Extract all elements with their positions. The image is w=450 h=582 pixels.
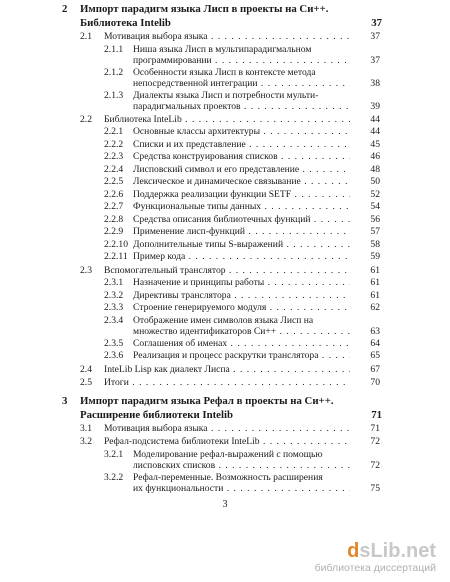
watermark-subtitle: библиотека диссертаций [314,562,436,574]
subsection-number: 2.2.10 [104,238,128,250]
page-ref: 61 [370,289,380,301]
section-title: Вспомогательный транслятор . . . [104,265,350,277]
toc-subsection-2-2-2[interactable] [0,139,450,151]
page-ref: 50 [370,176,380,187]
section-number: 2.4 [80,363,92,375]
toc-subsection-2-2-9[interactable] [0,226,450,238]
toc-chapter-3[interactable] [0,395,450,407]
subsection-number: 2.2.9 [104,226,124,237]
subsection-number: 2.3.4 [104,314,124,326]
chapter-title-line2: Библиотека Intelib [80,17,171,29]
chapter-title-line2: Расширение библиотеки Intelib [80,408,233,421]
chapter-title-line1: Импорт парадигм языка Рефал в проекты на Си++. [80,394,334,407]
subsection-title-line2: непосредственной интеграции . . . [133,78,350,90]
section-title: Мотивация выбора языка . . . [104,31,350,43]
toc-chapter-2-line2[interactable] [0,17,450,29]
toc-section-3-1[interactable] [0,423,450,435]
toc-section-3-2[interactable] [0,436,450,448]
page-ref: 71 [370,422,380,434]
section-number: 3.1 [80,422,92,434]
page-ref: 61 [370,264,380,276]
subsection-title: Директивы транслятора . . . [133,290,350,302]
toc-subsection-2-2-1[interactable] [0,126,450,138]
subsection-number: 2.1.1 [104,43,124,55]
section-number: 2.2 [80,113,92,125]
subsection-number: 2.3.1 [104,277,124,288]
page-ref: 63 [370,326,380,337]
toc-subsection-2-3-4[interactable] [0,315,450,327]
page-ref: 46 [370,151,380,162]
section-title: InteLib Lisp как диалект Лиспа . . . [104,364,350,376]
toc-subsection-2-3-3[interactable] [0,302,450,314]
page-ref: 37 [370,55,380,66]
toc-subsection-2-1-3-line2[interactable] [0,101,450,113]
subsection-number: 3.2.1 [104,448,124,460]
subsection-title: Назначение и принципы работы . . . [133,277,350,289]
page-ref: 52 [370,188,380,200]
toc-subsection-2-1-2[interactable] [0,67,450,79]
toc-subsection-2-3-1[interactable] [0,277,450,289]
page-ref: 37 [370,31,380,42]
subsection-number: 3.2.2 [104,471,124,483]
page-ref: 64 [370,337,380,349]
subsection-number: 2.2.4 [104,163,124,175]
chapter-number: 2 [62,3,68,15]
page-ref: 37 [371,17,382,29]
subsection-number: 2.2.5 [104,176,124,187]
subsection-number: 2.3.2 [104,289,124,301]
page-ref: 61 [370,277,380,288]
logo-text: sLib.net [359,540,436,562]
toc-chapter-2[interactable] [0,3,450,15]
subsection-title: Функциональные типы данных . . . [133,201,350,213]
subsection-title: Лисповский символ и его представление . . . [133,164,350,176]
toc-subsection-2-1-1[interactable] [0,44,450,56]
subsection-number: 2.1.2 [104,66,124,78]
page-ref: 72 [370,460,380,471]
subsection-number: 2.1.3 [104,89,124,101]
toc-subsection-2-2-11[interactable] [0,251,450,263]
page-ref: 44 [370,113,380,125]
subsection-number: 2.2.3 [104,151,124,162]
subsection-title-line2: множество идентификаторов Си++ . . . [133,326,350,338]
toc-subsection-2-1-3[interactable] [0,90,450,102]
toc-subsection-2-3-5[interactable] [0,338,450,350]
toc-section-2-1[interactable] [0,31,450,43]
toc-subsection-3-2-2-line2[interactable] [0,483,450,495]
subsection-title-line1: Особенности языка Лисп в контексте метода [133,66,316,78]
toc-subsection-3-2-2[interactable] [0,472,450,484]
subsection-title: Лексическое и динамическое связывание . . . [133,176,350,188]
toc-subsection-2-2-8[interactable] [0,214,450,226]
section-number: 2.3 [80,264,92,276]
subsection-title-line1: Диалекты языка Лисп и потребности мульти- [133,89,319,101]
subsection-title: Средства описания библиотечных функций . . . [133,214,350,226]
subsection-number: 2.3.5 [104,337,124,349]
section-number: 3.2 [80,436,92,447]
toc-subsection-2-2-6[interactable] [0,189,450,201]
page-ref: 39 [370,101,380,112]
subsection-number: 2.3.3 [104,302,124,313]
toc-subsection-2-3-2[interactable] [0,290,450,302]
toc-subsection-2-3-6[interactable] [0,350,450,362]
page-ref: 67 [370,363,380,375]
page-ref: 70 [370,377,380,388]
subsection-number: 2.2.8 [104,213,124,225]
subsection-title-line2: лисповских списков . . . [133,460,350,472]
toc-section-2-4[interactable] [0,364,450,376]
watermark-logo [315,540,436,574]
subsection-title: Средства конструирования списков . . . [133,151,350,163]
toc-subsection-2-1-2-line2[interactable] [0,78,450,90]
subsection-title-line2: программировании . . . [133,55,350,67]
page-number: 3 [222,498,228,510]
page-ref: 44 [370,126,380,137]
toc-subsection-2-1-1-line2[interactable] [0,55,450,67]
page-ref: 38 [370,78,380,89]
section-title: Библиотека InteLib . . . [104,114,350,126]
logo-d: d [347,540,360,562]
page-ref: 65 [370,350,380,361]
toc-subsection-2-3-4-line2[interactable] [0,326,450,338]
toc-subsection-2-2-5[interactable] [0,176,450,188]
page-ref: 45 [370,138,380,150]
subsection-title: Строение генерируемого модуля . . . [133,302,350,314]
page-ref: 58 [370,238,380,250]
dslib-logo [315,540,436,562]
subsection-number: 2.2.6 [104,188,124,200]
subsection-number: 2.3.6 [104,350,124,361]
toc-subsection-2-2-10[interactable] [0,239,450,251]
subsection-title: Применение лисп-функций . . . [133,226,350,238]
toc-subsection-2-2-3[interactable] [0,151,450,163]
page-ref: 59 [370,251,380,262]
subsection-title: Дополнительные типы S-выражений . . . [133,239,350,251]
chapter-title-line1: Импорт парадигм языка Лисп в проекты на Си++. [80,3,329,15]
page-ref: 72 [370,436,380,447]
page-ref: 48 [370,163,380,175]
subsection-title: Основные классы архитектуры . . . [133,126,350,138]
toc-subsection-2-2-4[interactable] [0,164,450,176]
subsection-number: 2.2.2 [104,138,124,150]
toc-subsection-2-2-7[interactable] [0,201,450,213]
section-number: 2.5 [80,377,92,388]
subsection-title-line1: Отображение имен символов языка Лисп на [133,314,314,326]
page-ref: 75 [370,483,380,494]
section-title: Рефал-подсистема библиотеки InteLib . . . [104,436,350,448]
subsection-number: 2.2.11 [104,251,128,262]
subsection-title: Списки и их представление . . . [133,139,350,151]
page-ref: 62 [370,302,380,313]
subsection-title-line1: Моделирование рефал-выражений с помощью [133,448,323,460]
toc-chapter-3-line2[interactable] [0,409,450,421]
subsection-title-line1: Ниша языка Лисп в мультипарадигмальном [133,43,312,55]
subsection-title: Поддержка реализации функции SETF . . . [133,189,350,201]
toc-subsection-3-2-1-line2[interactable] [0,460,450,472]
subsection-number: 2.2.7 [104,201,124,212]
page-ref: 71 [371,408,382,421]
subsection-title: Реализация и процесс раскрутки транслятора . . . [133,350,350,362]
subsection-title-line2: парадигмальных проектов . . . [133,101,350,113]
subsection-number: 2.2.1 [104,126,124,137]
page-ref: 57 [370,226,380,237]
page-ref: 56 [370,213,380,225]
page-ref: 54 [370,201,380,212]
toc-section-2-3[interactable] [0,265,450,277]
chapter-number: 3 [62,394,68,407]
subsection-title: Пример кода . . . [133,251,350,263]
section-title: Итоги . . . [104,377,350,389]
section-number: 2.1 [80,31,92,42]
subsection-title-line1: Рефал-переменные. Возможность расширения [133,471,323,483]
subsection-title: Соглашения об именах . . . [133,338,350,350]
toc-section-2-5[interactable] [0,377,450,389]
section-title: Мотивация выбора языка . . . [104,423,350,435]
subsection-title-line2: их функциональности . . . [133,483,350,495]
toc-subsection-3-2-1[interactable] [0,449,450,461]
toc-section-2-2[interactable] [0,114,450,126]
